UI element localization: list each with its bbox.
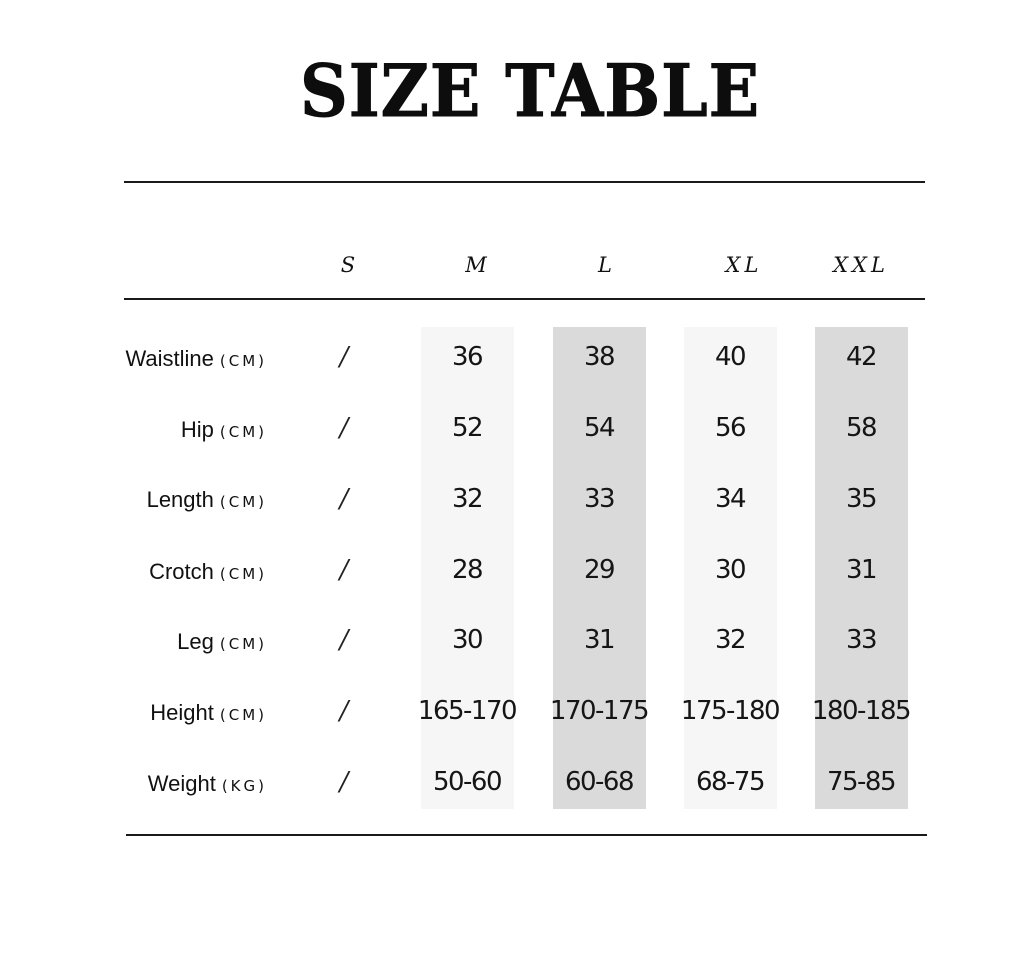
row-name: Waistline xyxy=(125,346,214,371)
size-xxl-value: 35 xyxy=(845,484,877,514)
size-xl-value: 56 xyxy=(714,413,746,443)
size-s-value: / xyxy=(339,342,349,372)
size-l-value: 38 xyxy=(583,342,615,372)
size-s-value: / xyxy=(339,413,349,443)
table-row-label xyxy=(147,480,267,520)
size-l-value: 170-175 xyxy=(549,696,649,726)
row-name: Hip xyxy=(180,417,214,442)
table-row-label xyxy=(148,764,267,804)
size-xl-value: 30 xyxy=(714,555,746,585)
size-xxl-value: 58 xyxy=(845,413,877,443)
size-l-value: 31 xyxy=(583,625,615,655)
size-l-value: 60-68 xyxy=(564,767,634,797)
row-unit: (CM) xyxy=(219,352,267,370)
size-m-value: 32 xyxy=(451,484,483,514)
row-name: Leg xyxy=(177,629,214,654)
size-xl-value: 175-180 xyxy=(680,696,780,726)
bottom-rule xyxy=(126,834,927,836)
row-unit: (CM) xyxy=(219,423,267,441)
size-xxl-value: 75-85 xyxy=(826,767,896,797)
table-row-label xyxy=(125,339,267,379)
table-row-label xyxy=(149,552,267,592)
table-row-label xyxy=(150,693,267,733)
size-header-l: L xyxy=(598,253,616,277)
size-s-value: / xyxy=(339,696,349,726)
size-s-value: / xyxy=(339,767,349,797)
size-xl-value: 68-75 xyxy=(695,767,765,797)
row-unit: (CM) xyxy=(219,565,267,583)
row-unit: (CM) xyxy=(219,706,267,724)
size-l-value: 29 xyxy=(583,555,615,585)
size-header-m: M xyxy=(465,253,491,277)
header-rule xyxy=(124,298,925,300)
size-xxl-value: 180-185 xyxy=(811,696,911,726)
size-m-value: 50-60 xyxy=(432,767,502,797)
size-s-value: / xyxy=(339,625,349,655)
page-title: SIZE TABLE xyxy=(299,48,761,133)
size-s-value: / xyxy=(339,555,349,585)
row-name: Length xyxy=(146,487,214,512)
row-name: Weight xyxy=(147,771,216,796)
row-unit: (CM) xyxy=(219,493,267,511)
size-m-value: 28 xyxy=(451,555,483,585)
size-xxl-value: 42 xyxy=(845,342,877,372)
size-m-value: 30 xyxy=(451,625,483,655)
table-row-label xyxy=(177,622,267,662)
size-xl-value: 34 xyxy=(714,484,746,514)
size-xl-value: 40 xyxy=(714,342,746,372)
row-unit: (CM) xyxy=(219,635,267,653)
size-header-s: S xyxy=(340,253,360,277)
size-m-value: 52 xyxy=(451,413,483,443)
size-header-xxl: XXL xyxy=(833,253,889,277)
top-rule xyxy=(124,181,925,183)
size-header-xl: XL xyxy=(725,253,763,277)
size-m-value: 165-170 xyxy=(417,696,517,726)
row-name: Crotch xyxy=(149,559,214,584)
size-m-value: 36 xyxy=(451,342,483,372)
size-xxl-value: 33 xyxy=(845,625,877,655)
size-s-value: / xyxy=(339,484,349,514)
table-row-label xyxy=(181,410,267,450)
size-xl-value: 32 xyxy=(714,625,746,655)
row-name: Height xyxy=(150,700,214,725)
size-xxl-value: 31 xyxy=(845,555,877,585)
row-unit: (KG) xyxy=(221,777,267,795)
size-l-value: 54 xyxy=(583,413,615,443)
size-l-value: 33 xyxy=(583,484,615,514)
